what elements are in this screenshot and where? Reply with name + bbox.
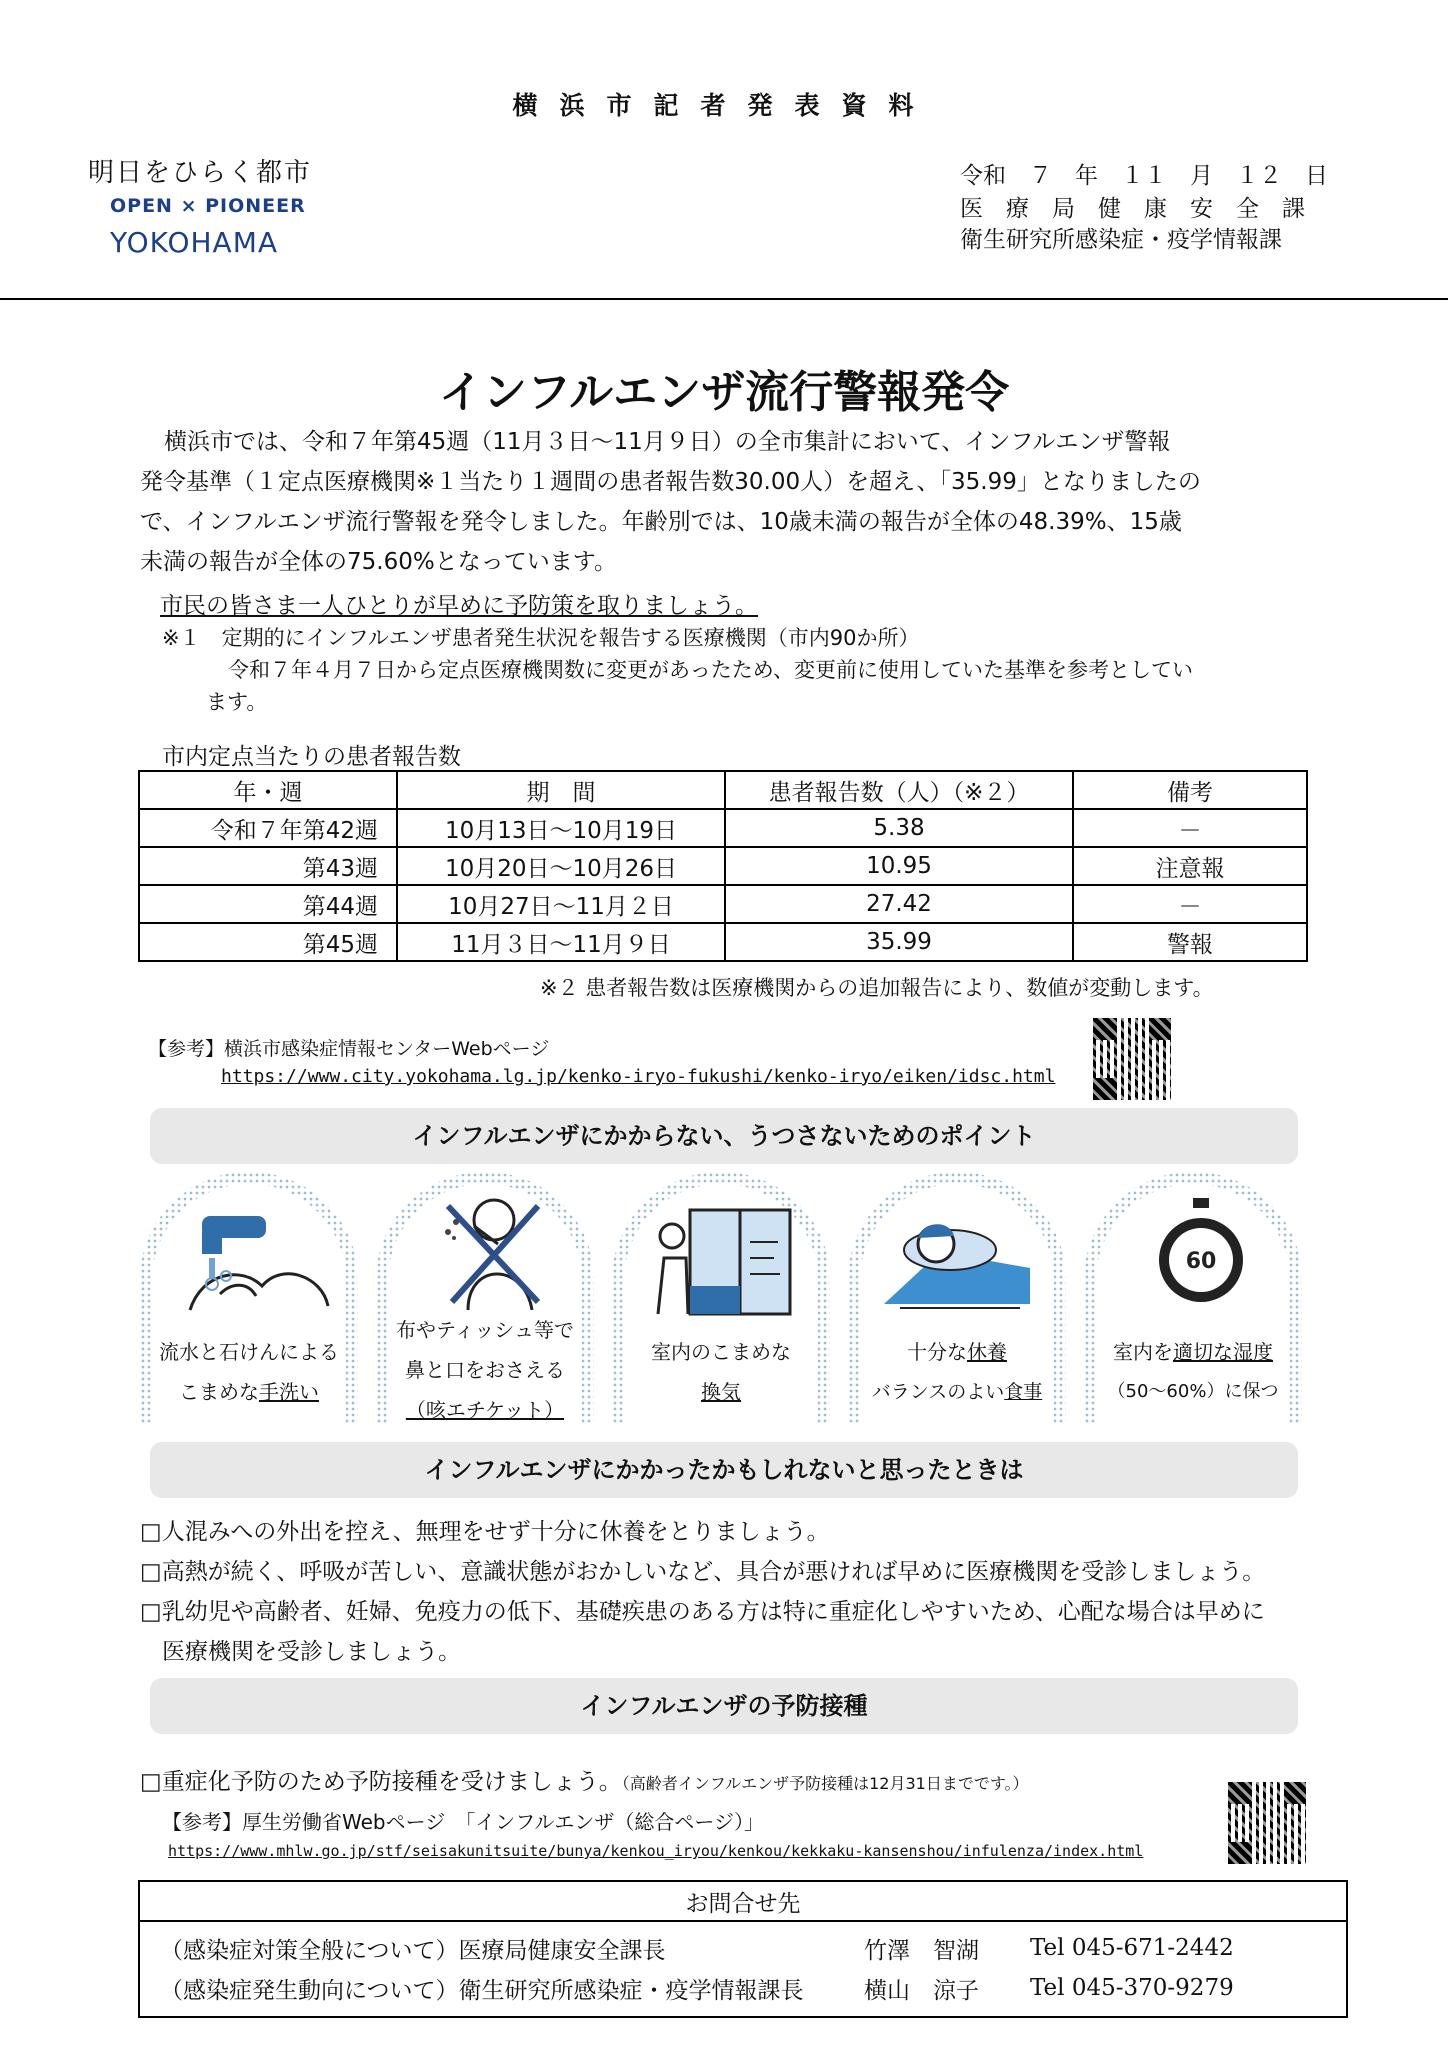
tip-text-part: こまめな [179, 1380, 259, 1404]
contact-topic: （感染症発生動向について）衛生研究所感染症・疫学情報課長 [160, 1977, 804, 2004]
timer-label: 60 [1185, 1249, 1217, 1274]
window-ventilation-icon [650, 1202, 800, 1322]
contact-header-row [139, 1881, 1347, 1921]
checklist-item: □高熱が続く、呼吸が苦しい、意識状態がおかしいなど、具合が悪ければ早めに医療機関を受診しましょう。 [140, 1559, 1266, 1585]
cell-count: 35.99 [725, 923, 1073, 961]
department-1: 医 療 局 健 康 安 全 課 [960, 196, 1305, 222]
contact-heading: お問合せ先 [139, 1881, 1347, 1921]
tip-text-line [860, 1372, 1054, 1412]
cell-week: 第45週 [139, 923, 397, 961]
footnote-1: ※１ 定期的にインフルエンザ患者発生状況を報告する医療機関（市内90か所） [162, 626, 920, 650]
table-row [139, 923, 1307, 961]
cell-remarks: 注意報 [1073, 847, 1307, 885]
document-header [0, 0, 1448, 300]
checklist-item [140, 1762, 1029, 1804]
cell-week: 第44週 [139, 885, 397, 923]
tip-text-line: 布やティッシュ等で [396, 1318, 574, 1342]
cell-remarks: － [1073, 885, 1307, 923]
section-heading-vaccination: インフルエンザの予防接種 [150, 1678, 1298, 1734]
tip-card-humidity [1084, 1172, 1302, 1424]
tip-card-rest-nutrition [848, 1172, 1066, 1424]
section-heading-prevention: インフルエンザにかからない、うつさないためのポイント [150, 1108, 1298, 1164]
intro-line-2: 発令基準（１定点医療機関※１当たり１週間の患者報告数30.00人）を超え、「35.99」となりましたの [140, 469, 1201, 495]
reference-link[interactable]: https://www.mhlw.go.jp/stf/seisakunitsuite/bunya/kenkou_iryou/kenkou/kekkaku-kansenshou/infulenza/index.html [168, 1842, 1144, 1860]
intro-line-3: で、インフルエンザ流行警報を発令しました。年齢別では、10歳未満の報告が全体の48.39%、15歳 [140, 509, 1182, 535]
timer-icon [1146, 1194, 1256, 1314]
table-row [139, 885, 1307, 923]
contact-tel: Tel 045-370-9279 [1030, 1975, 1234, 2001]
table-row [139, 847, 1307, 885]
department-2: 衛生研究所感染症・疫学情報課 [960, 227, 1282, 253]
tip-text-emph: 手洗い [259, 1380, 319, 1404]
footnote-1-detail: 令和７年４月７日から定点医療機関数に変更があったため、変更前に使用していた基準を参考としてい [228, 658, 1193, 682]
tip-text-part: 室内を [1113, 1340, 1173, 1364]
tip-card-handwash [140, 1172, 358, 1424]
cell-period: 10月20日～10月26日 [397, 847, 725, 885]
footnote-2: ※２ 患者報告数は医療機関からの追加報告により、数値が変動します。 [540, 976, 1214, 1000]
tip-text-part: 十分な [907, 1340, 967, 1364]
contact-row [160, 1968, 1326, 2008]
cell-week: 令和７年第42週 [139, 809, 397, 847]
cell-week: 第43週 [139, 847, 397, 885]
cell-period: 10月27日～11月２日 [397, 885, 725, 923]
contact-row [160, 1928, 1326, 1968]
col-header-remarks: 備考 [1073, 771, 1307, 809]
table-row [139, 809, 1307, 847]
tip-text-emph: 適切な [1173, 1340, 1233, 1364]
cough-person-icon [428, 1192, 558, 1310]
col-header-period: 期 間 [397, 771, 725, 809]
cell-period: 11月３日～11月９日 [397, 923, 725, 961]
city-logo-tagline: 明日をひらく都市 [88, 158, 313, 188]
reference-link[interactable]: https://www.city.yokohama.lg.jp/kenko-iryo-fukushi/kenko-iryo/eiken/idsc.html [221, 1066, 1056, 1087]
contact-name: 横山 涼子 [864, 1977, 979, 2004]
contact-tel: Tel 045-671-2442 [1030, 1935, 1234, 1961]
tip-text-line [860, 1332, 1054, 1372]
contact-name: 竹澤 智湖 [864, 1937, 979, 1964]
qr-code-icon[interactable] [1093, 1018, 1171, 1100]
col-header-count: 患者報告数（人）（※２） [725, 771, 1073, 809]
city-logo-slogan: OPEN × PIONEER [110, 195, 306, 217]
checklist-item: □乳幼児や高齢者、妊婦、免疫力の低下、基礎疾患のある方は特に重症化しやすいため、心配な場合は早めに [140, 1599, 1265, 1625]
table-header-row [139, 771, 1307, 809]
tip-text-line [1096, 1332, 1290, 1372]
reference-label: 【参考】横浜市感染症情報センターWebページ [148, 1038, 550, 1060]
release-date: 令和 ７ 年 １１ 月 １２ 日 [960, 163, 1328, 189]
tip-text-line: 鼻と口をおさえる [405, 1358, 565, 1382]
checklist-item: □人混みへの外出を控え、無理をせず十分に休養をとりましょう。 [140, 1519, 830, 1545]
footnote-1-detail-end: ます。 [206, 690, 268, 714]
tip-text-emph: 休養 [967, 1340, 1007, 1364]
cell-remarks: 警報 [1073, 923, 1307, 961]
tip-text-line [152, 1372, 346, 1412]
city-logo-name: YOKOHAMA [110, 226, 279, 259]
cell-count: 10.95 [725, 847, 1073, 885]
contact-body [139, 1921, 1347, 2017]
tip-text-emph: 湿度 [1233, 1340, 1273, 1364]
tip-text-emph: （咳エチケット） [405, 1398, 565, 1422]
tip-text-line: 流水と石けんによる [159, 1340, 339, 1364]
sleeping-person-icon [880, 1208, 1040, 1318]
contact-topic: （感染症対策全般について）医療局健康安全課長 [160, 1937, 666, 1964]
section-heading-if-sick: インフルエンザにかかったかもしれないと思ったときは [150, 1442, 1298, 1498]
checklist-item-cont: 医療機関を受診しましょう。 [162, 1639, 461, 1665]
qr-code-icon[interactable] [1228, 1782, 1306, 1864]
emphasis-text: 市民の皆さま一人ひとりが早めに予防策を取りましょう。 [160, 593, 758, 619]
tip-text-line: 室内のこまめな [651, 1340, 791, 1364]
tip-text-emph: 食事 [1004, 1381, 1043, 1403]
tip-text-line: （50～60%）に保つ [1107, 1381, 1279, 1402]
tip-text-part: バランスのよい [871, 1381, 1005, 1403]
vaccine-text: □重症化予防のため予防接種を受けましょう。 [140, 1769, 622, 1795]
tip-card-ventilation [612, 1172, 830, 1424]
vaccine-deadline-note: （高齢者インフルエンザ予防接種は12月31日までです。） [621, 1774, 1029, 1793]
col-header-week: 年・週 [139, 771, 397, 809]
tip-card-cough-etiquette [376, 1172, 594, 1424]
press-release-title: 横浜市記者発表資料 [512, 91, 936, 120]
page-title: インフルエンザ流行警報発令 [438, 367, 1010, 418]
tip-text-emph: 換気 [701, 1380, 741, 1404]
cell-period: 10月13日～10月19日 [397, 809, 725, 847]
contact-rows [139, 1921, 1347, 2017]
intro-paragraph [140, 422, 1310, 582]
report-table [138, 770, 1308, 962]
contact-table [138, 1880, 1348, 2018]
handwash-icon [182, 1202, 332, 1322]
header-divider [0, 298, 1448, 300]
table-caption: 市内定点当たりの患者報告数 [162, 744, 461, 770]
reference-label: 【参考】厚生労働省Webページ 「インフルエンザ（総合ページ）」 [162, 1810, 765, 1834]
cell-count: 5.38 [725, 809, 1073, 847]
cell-remarks: － [1073, 809, 1307, 847]
intro-line-4: 未満の報告が全体の75.60%となっています。 [140, 549, 617, 575]
cell-count: 27.42 [725, 885, 1073, 923]
intro-line-1: 横浜市では、令和７年第45週（11月３日～11月９日）の全市集計において、インフルエンザ警報 [164, 429, 1171, 455]
